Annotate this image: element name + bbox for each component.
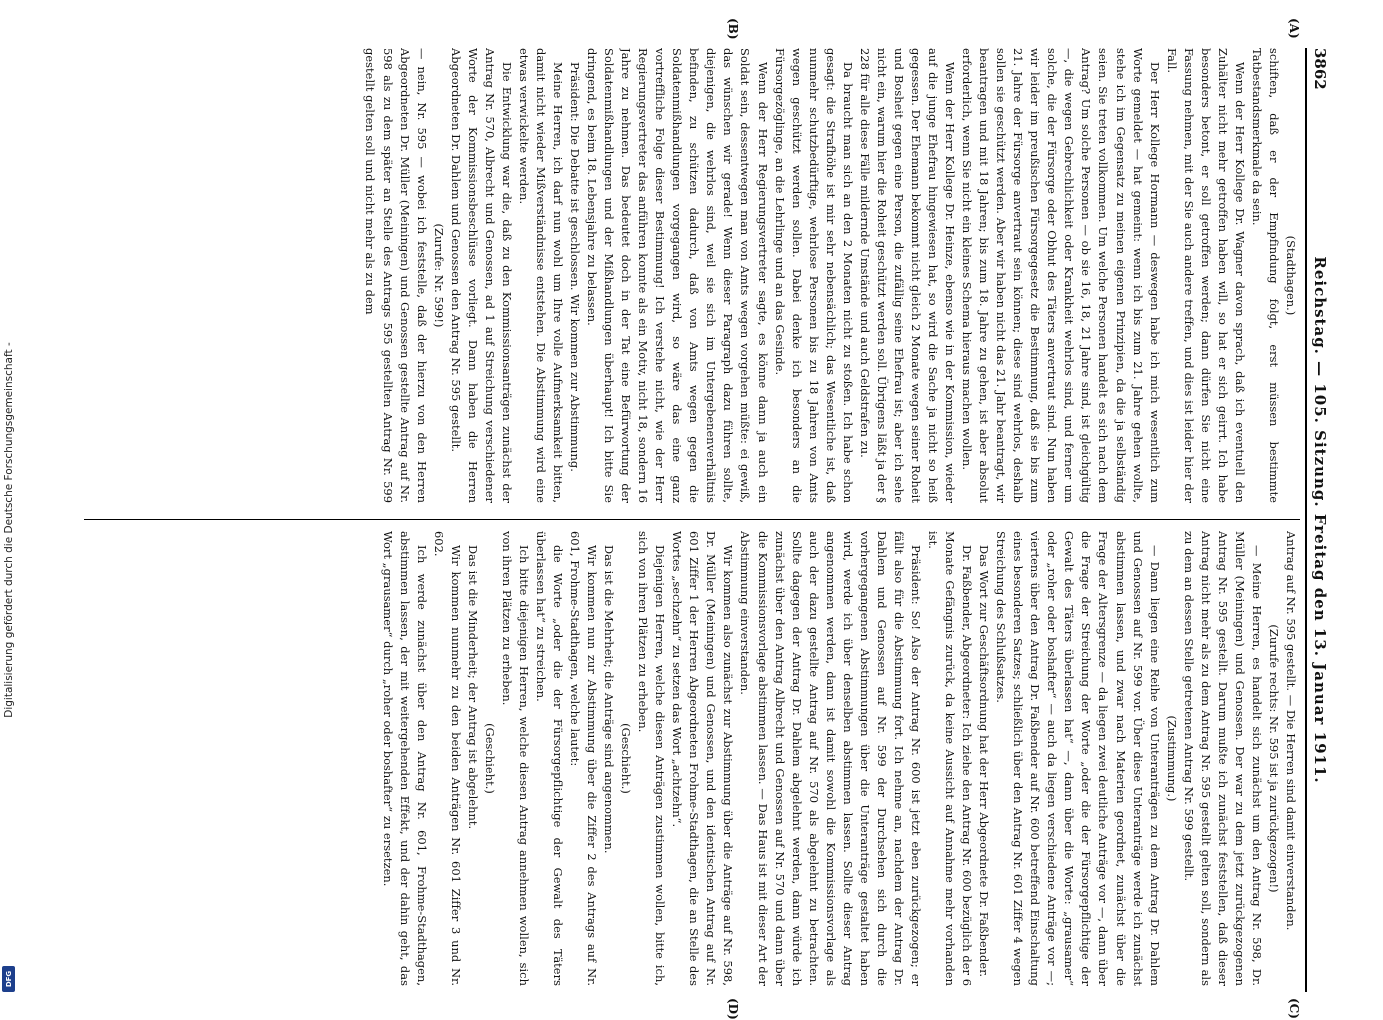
dfg-logo-icon (2, 966, 15, 992)
digitization-credit (0, 0, 18, 1000)
speaker-note: (Stadthagen.) (1284, 235, 1298, 316)
margin-mark-a: (A) (1287, 18, 1301, 39)
margin-mark-b: (B) (726, 18, 740, 40)
page-title: Reichstag. — 105. Sitzung. Freitag den 13. Januar 1911. (1311, 256, 1329, 784)
paragraph: Da braucht man sich an den 2 Monaten nicht zu stoßen. Ich habe schon gesagt: die Strafhöhe ist mir sehr nebensächlich; das Wesentliche ist, daß nunmehr schutzbedürftige, wehrlose Personen bis zu 18 Jahren von Amts wegen geschützt werden sollen. Dabei denke ich besonders an die Fürsorgezöglinge, an die Lehrlinge und an das Gesinde. (772, 48, 855, 503)
interjection: (Zurufe rechts: Nr. 595 ist ja zurückgezogen!) (1266, 624, 1281, 893)
dfg-logo-text: DFG (4, 970, 13, 988)
interjection: (Zustimmung.) (1164, 715, 1179, 802)
page-number: 3862 (1311, 48, 1329, 90)
president-paragraph: Präsident: So! Also der Antrag Nr. 600 ist jetzt eben zurückgezogen; er fällt also für die Abstimmung fort. Ich nehme an, nachdem der Antrag Dr. Dahlem und Genossen auf Nr. 599 der Durchsehen sich durch die vorhergegangenen Abstimmungen über die Unteranträge gestaltet haben wird, werde ich über denselben abstimmen lassen. Sollte dieser Antrag angenommen werden, dann ist damit sowohl die Kommissionsvorlage als auch der dazu gestellte Antrag auf Nr. 570 als abgelehnt zu betrachten. Sollte dagegen der Antrag Dr. Dahlem abgelehnt werden, dann würde ich zunächst über den Antrag Albrecht und Genossen auf Nr. 570 und dann über die Kommissionsvorlage abstimmen lassen. — Das Haus ist mit dieser Art der Abstimmung einverstanden. (738, 531, 923, 986)
scanned-page (78, 18, 1333, 1020)
column-divider (84, 519, 1300, 520)
paragraph: Das Wort zur Geschäftsordnung hat der Herr Abgeordnete Dr. Faßbender. (977, 545, 992, 978)
interjection: (Geschieht.) (619, 723, 634, 794)
quoted-motion: die Worte „oder die der Fürsorgepflichtige der Gewalt des Täters überlassen hat“ zu streichen. (533, 531, 565, 986)
paragraph: Das ist die Mehrheit; die Anträge sind angenommen. (602, 545, 617, 854)
paragraph: Ich werde zunächst über den Antrag Nr. 601, Frohme-Stadthagen, abstimmen lassen, der mit weitergehenden Effekt, und der dahin geht, das Wort „grausamer“ durch „roher oder boshafter“ zu ersetzen. (380, 531, 429, 986)
page-header (1305, 48, 1333, 992)
paragraph: Wenn der Herr Kollege Dr. Heinze, ebenso wie in der Kommission, wieder auf die junge Ehefrau hingewiesen hat, so wird die Sache ja nicht so heiß gegessen. Der Ehemann bekommt nicht gleich 2 Monate wegen seiner Roheit und Bosheit gegen eine Person, die zufällig seine Ehefrau ist; aber ich sehe nicht ein, warum hier die Roheit geschützt werden soll. Übrigens läßt ja der § 228 für alle diese Fälle mildernde Umstände und auch Geldstrafen zu. (857, 48, 958, 503)
right-column (84, 531, 1299, 986)
paragraph: Wenn der Herr Kollege Dr. Wagner davon sprach, daß ich eventuell den Zuhälter nicht mehr getroffen haben will, so hat er sich geirrt. Ich habe besonders betont, er soll getroffen werden; dann dürfen Sie nicht eine Fassung nehmen, mit der Sie auch andere treffen, und dies ist leider hier der Fall. (1164, 48, 1247, 503)
interjection: (Geschieht.) (482, 723, 497, 794)
paragraph: Der Herr Kollege Hormann — deswegen habe ich mich wesentlich zum Worte gemeldet — hat gemeint: wenn ich bis zum 21. Jahre gehen wollte, stehe ich im Gegensatz zu meinen eigenen Prinzipien, da die ja selbständig seien. Sie treten vollkommen. Um welche Personen handelt es sich nach dem Antrag? Um solche Personen — ob sie 16, 18, 21 Jahre sind, ist gleichgültig —, die wegen Gebrechlichkeit oder Krankheit wehrlos sind, und ferner um solche, die der Fürsorge oder Obhut des Täters anvertraut sind. Nun haben wir leider im preußischen Fürsorgegesetz die Bestimmung, daß sie bis zum 21. Jahre der Fürsorge anvertraut sein können; diese sind wehrlos, deshalb sollen sie geschützt werden. Aber wir haben nicht das 21. Jahr beantragt, wir beantragen und mit 18 Jahren; bis zum 18. Jahre zu gehen, ist aber absolut erforderlich, wenn Sie nicht ein kleines Schema hieraus machen wollen. (960, 48, 1162, 503)
president-paragraph: Präsident: Die Debatte ist geschlossen. Wir kommen zur Abstimmung. (568, 62, 583, 472)
speaker-paragraph: Dr. Faßbender, Abgeordneter: Ich ziehe den Antrag Nr. 600 bezüglich der 6 Monate Gefängnis zurück, da keine Aussicht auf Annahme mehr vorhanden ist. (926, 531, 975, 986)
paragraph: Wir kommen nunmehr zu den beiden Anträgen Nr. 601 Ziffer 3 und Nr. 602. (431, 531, 463, 986)
paragraph: Antrag auf Nr. 595 gestellt. — Die Herren sind damit einverstanden. (1284, 531, 1298, 931)
paragraph: Diejenigen Herren, welche diesen Anträgen zustimmen wollen, bitte ich, sich von ihren Plätzen zu erheben. (636, 531, 668, 986)
paragraph: Die Entwicklung war die, daß zu den Kommissionsanträgen zunächst der Antrag Nr. 570, Albrecht und Genossen, ad 1 auf Streichung verschiedener Worte der Kommissionsbeschlüsse vorliegt. Dann haben die Herren Abgeordneten Dr. Dahlem und Genossen den Antrag Nr. 595 gestellt. (448, 48, 514, 503)
paragraph: Wenn der Herr Regierungsvertreter sagte, es könne dann ja auch ein Soldat sein, dessentwegen man von Amts wegen vorgehen müßte: ei gewiß, das wünschen wir gerade! Wenn dieser Paragraph dazu führen sollte, diejenigen, die wehrlos sind, weil sie sich im Untergebenenverhältnis befinden, zu schützen dadurch, daß von Amts wegen gegen die Soldatenmißhandlungen vorgegangen wird, so wäre das eine ganz vortreffliche Folge dieser Bestimmung! Ich verstehe nicht, wie der Herr Regierungsvertreter das anführen konnte als ein Motiv, nicht 18, sondern 16 Jahre zu nehmen. Das bedeutet doch in der Tat eine Befürwortung der Soldatenmißhandlungen und der Mißhandlungen überhaupt! Ich bitte Sie dringend, es beim 18. Lebensjahre zu belassen. (585, 48, 770, 503)
scanned-page-area (78, 18, 1333, 1020)
paragraph: — Dann liegen eine Reihe von Unteranträgen zu dem Antrag Dr. Dahlem und Genossen auf Nr. 599 vor. Über diese Unteranträge werde ich zunächst abstimmen lassen, und zwar nach Materien geordnet, zunächst über die Frage der Altersgrenze — da liegen zwei deutliche Anträge vor —, dann über die Frage der Streichung der Worte „oder die der Fürsorgepflichtige der Gewalt des Täters überlassen hat“ —, dann über die Worte: „grausamer“ oder „roher oder boshafter“ — auch da liegen verschiedene Anträge vor —; viertens über den Antrag Dr. Faßbender auf Nr. 600 betreffend Einschaltung eines besonderen Satzes; schließlich über den Antrag Nr. 601 Ziffer 4 wegen Streichung des Schlußsatzes. (994, 531, 1162, 986)
margin-mark-c: (C) (1287, 998, 1301, 1019)
credit-text: Digitalisierung gefördert durch die Deutsche Forschungsgemeinschaft - (3, 342, 15, 718)
paragraph: Meine Herren, ich darf nun wohl um Ihre volle Aufmerksamkeit bitten, damit nicht wieder Mißverständnisse entstehen. Die Abstimmung wird eine etwas verwickelte werden. (516, 48, 565, 503)
paragraph: Das ist die Minderheit; der Antrag ist abgelehnt. (465, 545, 480, 830)
paragraph: Wir kommen also zunächst zur Abstimmung über die Anträge auf Nr. 598, Dr. Müller (Meiningen) und Genossen, und den identischen Antrag auf Nr. 601 Ziffer 1 der Herren Abgeordneten Frohme-Stadthagen, die an Stelle des Wortes „sechzehn“ zu setzen das Wort „achtzehn“. (670, 531, 736, 986)
paragraph: Wir kommen nun zur Abstimmung über die Ziffer 2 des Antrags auf Nr. 601, Frohme-Stadthagen, welche lautet: (568, 531, 600, 986)
interjection: (Zurufe: Nr. 599!) (431, 223, 446, 328)
paragraph: Ich bitte diejenigen Herren, welche diesen Antrag annehmen wollen, sich von ihren Plätzen zu erheben. (499, 531, 531, 986)
paragraph: — nein, Nr. 595 — wobei ich feststelle, daß der hierzu von den Herren Abgeordneten Dr. Müller (Meiningen) und Genossen gestellte Antrag auf Nr. 598 als zu dem später an Stelle des Antrags 595 gestellten Antrag Nr. 599 gestellt gelten soll und nicht mehr als zu dem (363, 48, 429, 503)
paragraph: schiften, daß er der Empfindung folgt, erst müssen bestimmte Tatbestandsmerkmale da sein. (1249, 48, 1281, 503)
left-column (84, 48, 1299, 503)
margin-mark-d: (D) (726, 998, 740, 1020)
paragraph: — Meine Herren, es handelt sich zunächst um den Antrag Nr. 598, Dr. Müller (Meiningen) und Genossen. Der war zu dem jetzt zurückgezogenen Antrag Nr. 595 gestellt. Darum mußte ich zunächst feststellen, daß dieser Antrag nicht mehr als zu dem Antrag Nr. 595 gestellt gelten soll, sondern als zu dem an dessen Stelle getretenen Antrag Nr. 599 gestellt. (1181, 531, 1264, 986)
